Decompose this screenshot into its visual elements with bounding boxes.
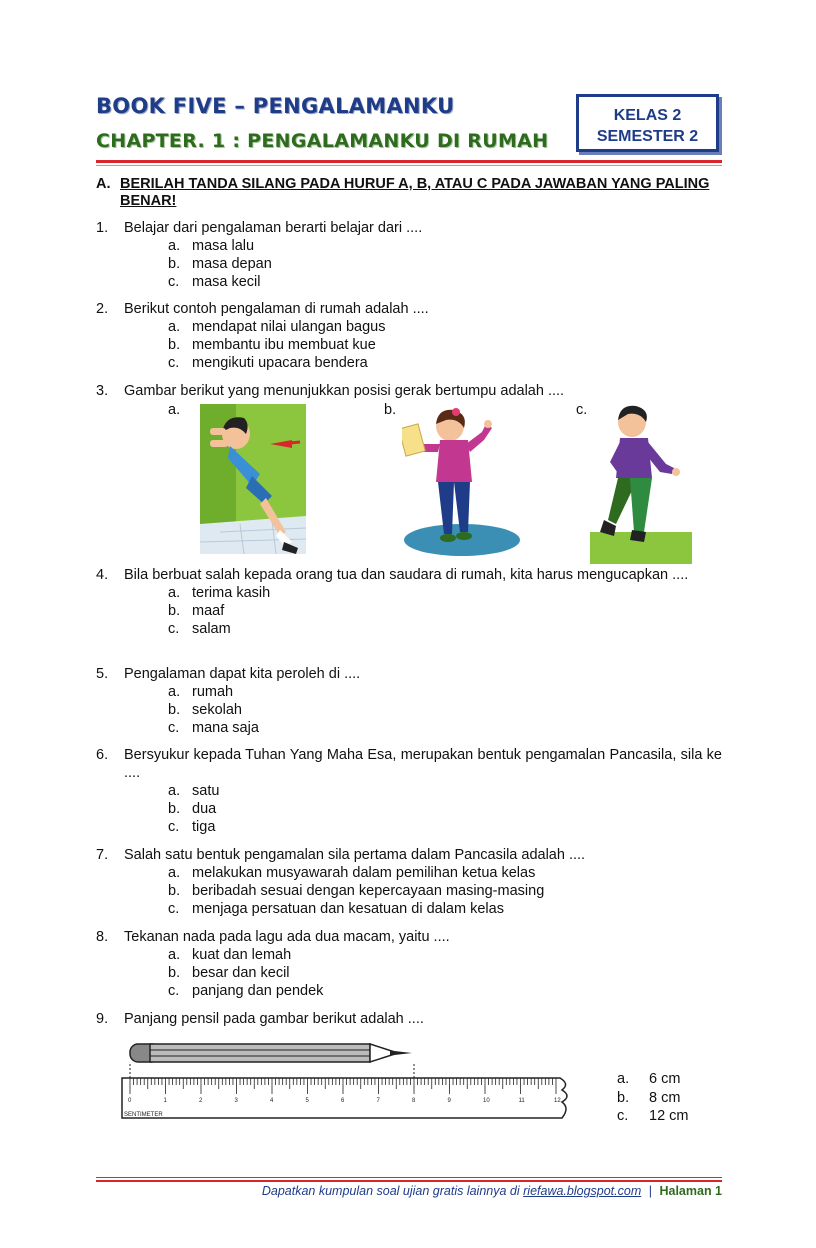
option-text: mana saja — [192, 720, 259, 736]
option-c[interactable] — [168, 354, 722, 372]
header-divider-thin — [96, 165, 722, 166]
question-8 — [96, 928, 722, 1000]
option-letter: b. — [617, 1089, 630, 1106]
boy-pushing-wall-illustration — [200, 404, 306, 554]
option-letter: a. — [168, 319, 181, 335]
ruler-body — [122, 1078, 567, 1118]
question-text: Berikut contoh pengalaman di rumah adalah .... — [124, 301, 429, 317]
question-text: Bila berbuat salah kepada orang tua dan saudara di rumah, kita harus mengucapkan .... — [124, 567, 689, 583]
question-text: Belajar dari pengalaman berarti belajar dari .... — [124, 220, 423, 236]
option-letter: a. — [168, 684, 181, 700]
option-text: salam — [192, 621, 231, 637]
option-text: besar dan kecil — [192, 965, 290, 981]
question-2 — [96, 300, 722, 372]
footer-divider-thick — [96, 1180, 722, 1182]
option-c[interactable] — [168, 818, 722, 836]
option-text: beribadah sesuai dengan kepercayaan masing-masing — [192, 883, 545, 899]
option-text: membantu ibu membuat kue — [192, 337, 376, 353]
option-letter: a. — [168, 865, 181, 881]
option-text: tiga — [192, 819, 216, 835]
question-3 — [96, 382, 722, 400]
section-label: A. — [96, 176, 111, 192]
option-b[interactable] — [168, 336, 722, 354]
question-text: Gambar berikut yang menunjukkan posisi gerak bertumpu adalah .... — [124, 383, 565, 399]
ruler-tick-label: 12 — [554, 1098, 561, 1104]
question-number: 5. — [96, 666, 109, 682]
question-6 — [96, 746, 722, 836]
question-4 — [96, 566, 722, 638]
question-7 — [96, 846, 722, 918]
question-number: 9. — [96, 1011, 109, 1027]
question-3-pictures — [96, 400, 722, 570]
page-footer — [96, 1184, 722, 1198]
ruler-tick-label: 10 — [483, 1098, 490, 1104]
option-a[interactable] — [168, 864, 722, 882]
ruler-unit-label: SENTIMETER — [124, 1112, 163, 1118]
option-text: panjang dan pendek — [192, 983, 324, 999]
question-text: Bersyukur kepada Tuhan Yang Maha Esa, merupakan bentuk pengamalan Pancasila, sila ke .... — [124, 747, 722, 781]
option-letter: b. — [168, 883, 181, 899]
option-c[interactable] — [168, 620, 722, 638]
option-a[interactable] — [168, 237, 722, 255]
question-5 — [96, 665, 722, 737]
option-text: satu — [192, 783, 220, 799]
option-letter: c. — [168, 983, 180, 999]
option-text: melakukan musyawarah dalam pemilihan ketua kelas — [192, 865, 536, 881]
option-text: sekolah — [192, 702, 242, 718]
option-text: 6 cm — [649, 1071, 681, 1087]
option-c[interactable] — [168, 900, 722, 918]
option-b[interactable] — [168, 800, 722, 818]
option-c[interactable] — [168, 719, 722, 737]
option-letter: b. — [168, 603, 181, 619]
question-number: 3. — [96, 383, 109, 399]
question-9 — [96, 1010, 722, 1028]
footer-divider — [96, 1177, 722, 1178]
class-semester-box — [576, 94, 719, 152]
option-b[interactable] — [168, 255, 722, 273]
option-a[interactable] — [168, 584, 722, 602]
ruler-tick-label: 8 — [412, 1098, 416, 1104]
ruler-tick-label: 11 — [518, 1098, 525, 1104]
pencil-ruler-figure — [110, 1038, 580, 1128]
option-letter: b. — [168, 801, 181, 817]
ruler-tick-label: 2 — [199, 1098, 203, 1104]
option-letter: c. — [168, 621, 180, 637]
option-letter: a. — [168, 238, 181, 254]
question-text: Pengalaman dapat kita peroleh di .... — [124, 666, 361, 682]
ruler-tick-label: 3 — [234, 1098, 238, 1104]
option-text: masa kecil — [192, 274, 261, 290]
question-number: 4. — [96, 567, 109, 583]
book-title: BOOK FIVE – PENGALAMANKU — [96, 94, 455, 118]
option-text: mengikuti upacara bendera — [192, 355, 368, 371]
ruler-tick-label: 1 — [163, 1098, 167, 1104]
question-number: 2. — [96, 301, 109, 317]
picture-b-label[interactable]: b. — [384, 402, 397, 418]
option-a[interactable] — [168, 318, 722, 336]
ruler-tick-label: 6 — [341, 1098, 345, 1104]
option-c[interactable] — [168, 273, 722, 291]
option-a[interactable] — [168, 946, 722, 964]
question-number: 8. — [96, 929, 109, 945]
option-text: dua — [192, 801, 217, 817]
option-letter: c. — [168, 819, 180, 835]
question-text: Panjang pensil pada gambar berikut adalah .... — [124, 1011, 424, 1027]
ruler-tick-label: 5 — [305, 1098, 309, 1104]
page-number: Halaman 1 — [659, 1184, 722, 1198]
option-b[interactable] — [168, 602, 722, 620]
ruler-tick-label: 9 — [447, 1098, 451, 1104]
option-letter: b. — [168, 702, 181, 718]
option-text: mendapat nilai ulangan bagus — [192, 319, 386, 335]
kelas-label: KELAS 2 — [613, 107, 682, 124]
ruler-tick-label: 7 — [376, 1098, 380, 1104]
chapter-title: CHAPTER. 1 : PENGALAMANKU DI RUMAH — [96, 130, 549, 152]
option-letter: a. — [168, 783, 181, 799]
option-text: kuat dan lemah — [192, 947, 292, 963]
question-1 — [96, 219, 722, 291]
option-letter: c. — [168, 355, 180, 371]
option-letter: b. — [168, 337, 181, 353]
ruler-tick-label: 0 — [128, 1098, 132, 1104]
option-text: rumah — [192, 684, 234, 700]
option-a[interactable] — [168, 782, 722, 800]
question-text: Salah satu bentuk pengamalan sila pertama dalam Pancasila adalah .... — [124, 847, 586, 863]
option-text: menjaga persatuan dan kesatuan di dalam kelas — [192, 901, 504, 917]
option-text: masa depan — [192, 256, 272, 272]
option-b[interactable] — [168, 701, 722, 719]
option-letter: a. — [617, 1071, 630, 1087]
option-b[interactable] — [168, 964, 722, 982]
girl-reading-illustration — [402, 404, 524, 562]
footer-link[interactable]: riefawa.blogspot.com — [523, 1184, 642, 1198]
boy-running-illustration — [590, 402, 692, 564]
question-number: 6. — [96, 747, 109, 763]
question-text: Tekanan nada pada lagu ada dua macam, yaitu .... — [124, 929, 450, 945]
section-instruction-text: BERILAH TANDA SILANG PADA HURUF A, B, ATAU C PADA JAWABAN YANG PALING BENAR! — [120, 176, 710, 209]
ruler-tick-label: 4 — [270, 1098, 274, 1104]
picture-a-label[interactable]: a. — [168, 402, 181, 418]
question-number: 1. — [96, 220, 109, 236]
option-text: masa lalu — [192, 238, 255, 254]
semester-label: SEMESTER 2 — [596, 128, 699, 145]
option-letter: c. — [617, 1108, 629, 1124]
option-letter: b. — [168, 965, 181, 981]
footer-separator: | — [648, 1184, 652, 1198]
pencil-illustration — [130, 1044, 412, 1062]
option-text: maaf — [192, 603, 225, 619]
option-letter: a. — [168, 947, 181, 963]
option-a[interactable] — [168, 683, 722, 701]
option-letter: b. — [168, 256, 181, 272]
option-letter: a. — [168, 585, 181, 601]
option-text: 8 cm — [649, 1089, 681, 1106]
option-text: terima kasih — [192, 585, 271, 601]
option-b[interactable] — [168, 882, 722, 900]
picture-c-label[interactable]: c. — [576, 402, 588, 418]
option-letter: c. — [168, 274, 180, 290]
footer-text: Dapatkan kumpulan soal ujian gratis lainnya di — [261, 1184, 520, 1198]
question-number: 7. — [96, 847, 109, 863]
option-c[interactable] — [168, 982, 722, 1000]
option-text: 12 cm — [649, 1108, 689, 1124]
option-letter: c. — [168, 720, 180, 736]
option-letter: c. — [168, 901, 180, 917]
header-divider — [96, 160, 722, 163]
